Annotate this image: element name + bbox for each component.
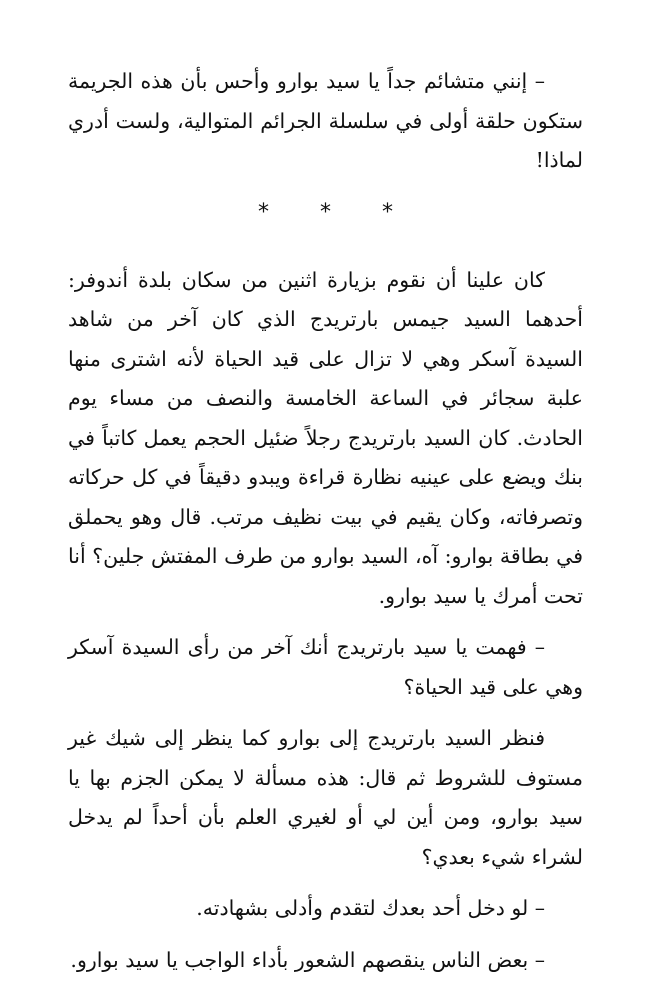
section-separator: * * * [258, 199, 415, 225]
paragraph-dialogue-duty: – بعض الناس ينقصهم الشعور بأداء الواجب يا سيد بوارو. [70, 947, 545, 972]
paragraph-partridge-reply: فنظر السيد بارتريدج إلى بوارو كما ينظر إلى شيك غير مستوف للشروط ثم قال: هذه مسألة لا يمكن الجزم بها يا سيد بوارو، ومن أين لي أو لغيري العلم بأن أحداً لم يدخل لشراء شيء بعدي؟ [68, 726, 583, 869]
paragraph-partridge-visit: كان علينا أن نقوم بزيارة اثنين من سكان بلدة أندوفر: أحدهما السيد جيمس بارتريدج الذي كان آخر من شاهد السيدة آسكر وهي لا تزال على قيد الحياة لأنه اشترى منها علبة سجائر في الساعة الخامسة والنصف من مساء يوم الحادث. كان السيد بارتريدج رجلاً ضئيل الحجم يعمل كاتباً في بنك ويضع على عينيه نظارة قراءة ويبدو دقيقاً في كل حركاته وتصرفاته، وكان يقيم في بيت نظيف مرتب. قال وهو يحملق في بطاقة بوارو: آه، السيد بوارو من طرف المفتش جلين؟ أنا تحت أمرك يا سيد بوارو. [68, 267, 583, 608]
paragraph-dialogue-pessimism: – إنني متشائم جداً يا سيد بوارو وأحس بأن هذه الجريمة ستكون حلقة أولى في سلسلة الجرائم المتوالية، ولست أدري لماذا! [68, 69, 583, 172]
paragraph-question-last-seen: – فهمت يا سيد بارتريدج أنك آخر من رأى السيدة آسكر وهي على قيد الحياة؟ [68, 635, 583, 699]
paragraph-dialogue-testimony: – لو دخل أحد بعدك لتقدم وأدلى بشهادته. [196, 896, 545, 920]
